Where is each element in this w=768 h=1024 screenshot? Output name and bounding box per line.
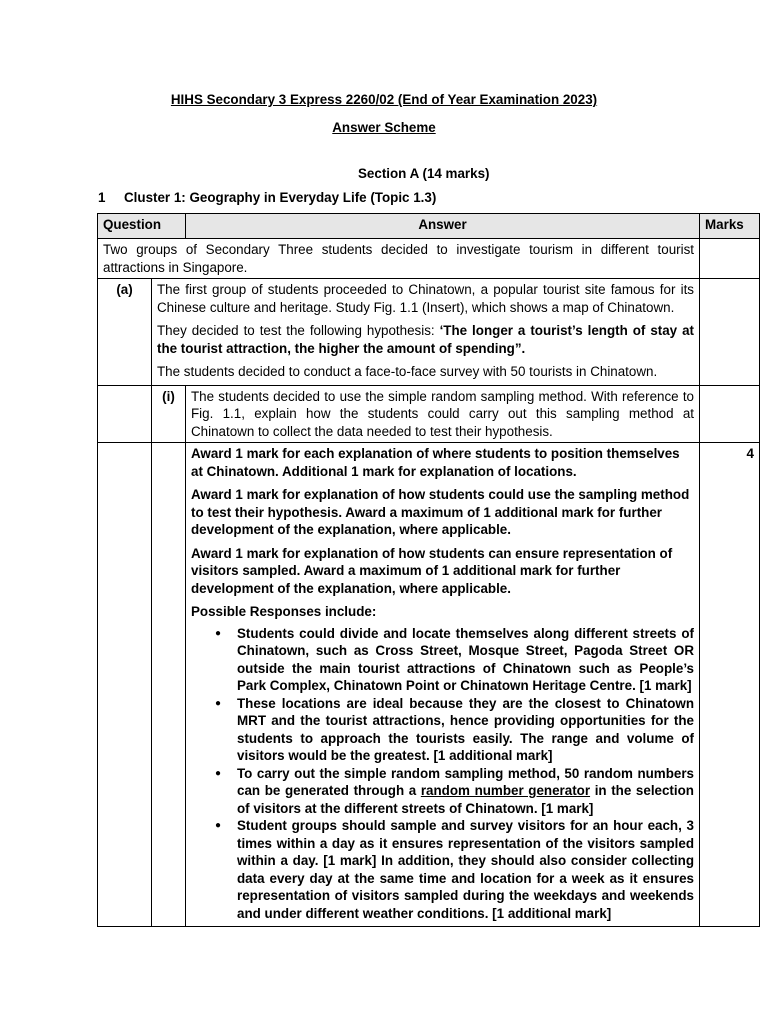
- award-criterion-3: Award 1 mark for explanation of how students can ensure representation of visitors sampled. Award a maximum of 1 additional mark for further development of the explanation, where applicable.: [191, 545, 673, 596]
- intro-text: Two groups of Secondary Three students decided to investigate tourism in different tourist attractions in Singapore.: [98, 239, 700, 279]
- header-marks: Marks: [700, 214, 760, 239]
- table-row: [98, 385, 760, 443]
- award-criterion-1: Award 1 mark for each explanation of where students to position themselves at Chinatown. Additional 1 mark for explanation of locations.: [191, 446, 680, 479]
- part-i-question: The students decided to use the simple random sampling method. With reference to Fig. 1.1, explain how the students could carry out this sampling method at Chinatown to collect the data needed to test their hypothesis.: [186, 385, 700, 443]
- empty-cell: [152, 443, 186, 927]
- header-question: Question: [98, 214, 186, 239]
- list-item: ● Student groups should sample and survey visitors for an hour each, 3 times within a day as it ensures representation of the visitors sampled within a day. [1 mark] In addition, they should also consider collecting data every day at the same time and location for a week as it ensures representation of visitors sampled during the weekdays and weekends and under different weather conditions. [1 additional mark]: [237, 817, 694, 922]
- marks-cell: [700, 385, 760, 443]
- part-a-label: (a): [98, 279, 152, 386]
- random-number-generator-text: random number generator: [420, 783, 591, 798]
- bullet3-tail: in the selection of visitors at the different streets of Chinatown. [1 mark]: [237, 783, 694, 816]
- empty-cell: [98, 385, 152, 443]
- possible-responses-heading: Possible Responses include:: [191, 604, 377, 619]
- answer-scheme-table: [97, 213, 760, 927]
- table-row: [98, 279, 760, 386]
- section-heading: Section A (14 marks): [358, 166, 490, 181]
- question-number: 1: [98, 190, 106, 205]
- survey-paragraph: The students decided to conduct a face-to-face survey with 50 tourists in Chinatown.: [157, 364, 658, 379]
- hypothesis-lead: They decided to test the following hypothesis:: [157, 323, 440, 338]
- question-heading: [98, 190, 436, 205]
- bullet3-lead: To carry out the simple random sampling method, 50 random numbers can be generated through a: [237, 765, 694, 798]
- list-item: [237, 765, 694, 818]
- responses-list: [191, 625, 694, 923]
- part-i-label: (i): [152, 385, 186, 443]
- part-a-content: [152, 279, 700, 386]
- marking-scheme: [186, 443, 700, 927]
- document-title: HIHS Secondary 3 Express 2260/02 (End of Year Examination 2023): [170, 92, 598, 107]
- award-criterion-2: Award 1 mark for explanation of how students could use the sampling method to test their hypothesis. Award a maximum of 1 additional mark for further development of the explanation, where applicable.: [191, 487, 690, 537]
- list-item: ● These locations are ideal because they are the closest to Chinatown MRT and the tourist attractions, hence providing opportunities for the students to approach the tourists easily. The range and volume of visitors would be the greatest. [1 additional mark]: [237, 695, 694, 765]
- hypothesis-paragraph: [157, 322, 694, 357]
- list-item: ● Students could divide and locate themselves along different streets of Chinatown, such as Cross Street, Mosque Street, Pagoda Street OR outside the main tourist attractions of Chinatown such as People’s Park Complex, Chinatown Point or Chinatown Heritage Centre. [1 mark]: [237, 625, 694, 695]
- empty-cell: [98, 443, 152, 927]
- header-answer: Answer: [186, 214, 700, 239]
- part-a-paragraph: The first group of students proceeded to Chinatown, a popular tourist site famous for its Chinese culture and heritage. Study Fig. 1.1 (Insert), which shows a map of Chinatown.: [157, 282, 694, 315]
- table-header-row: [98, 214, 760, 239]
- hypothesis-text: ‘The longer a tourist’s length of stay at the tourist attraction, the higher the amount of spending”.: [157, 323, 694, 356]
- marks-cell: [700, 239, 760, 279]
- table-row: [98, 443, 760, 927]
- table-row: [98, 239, 760, 279]
- marks-cell: [700, 279, 760, 386]
- marks-value: 4: [700, 443, 760, 927]
- question-cluster: Cluster 1: Geography in Everyday Life (Topic 1.3): [124, 190, 437, 205]
- document-subtitle: Answer Scheme: [332, 120, 436, 135]
